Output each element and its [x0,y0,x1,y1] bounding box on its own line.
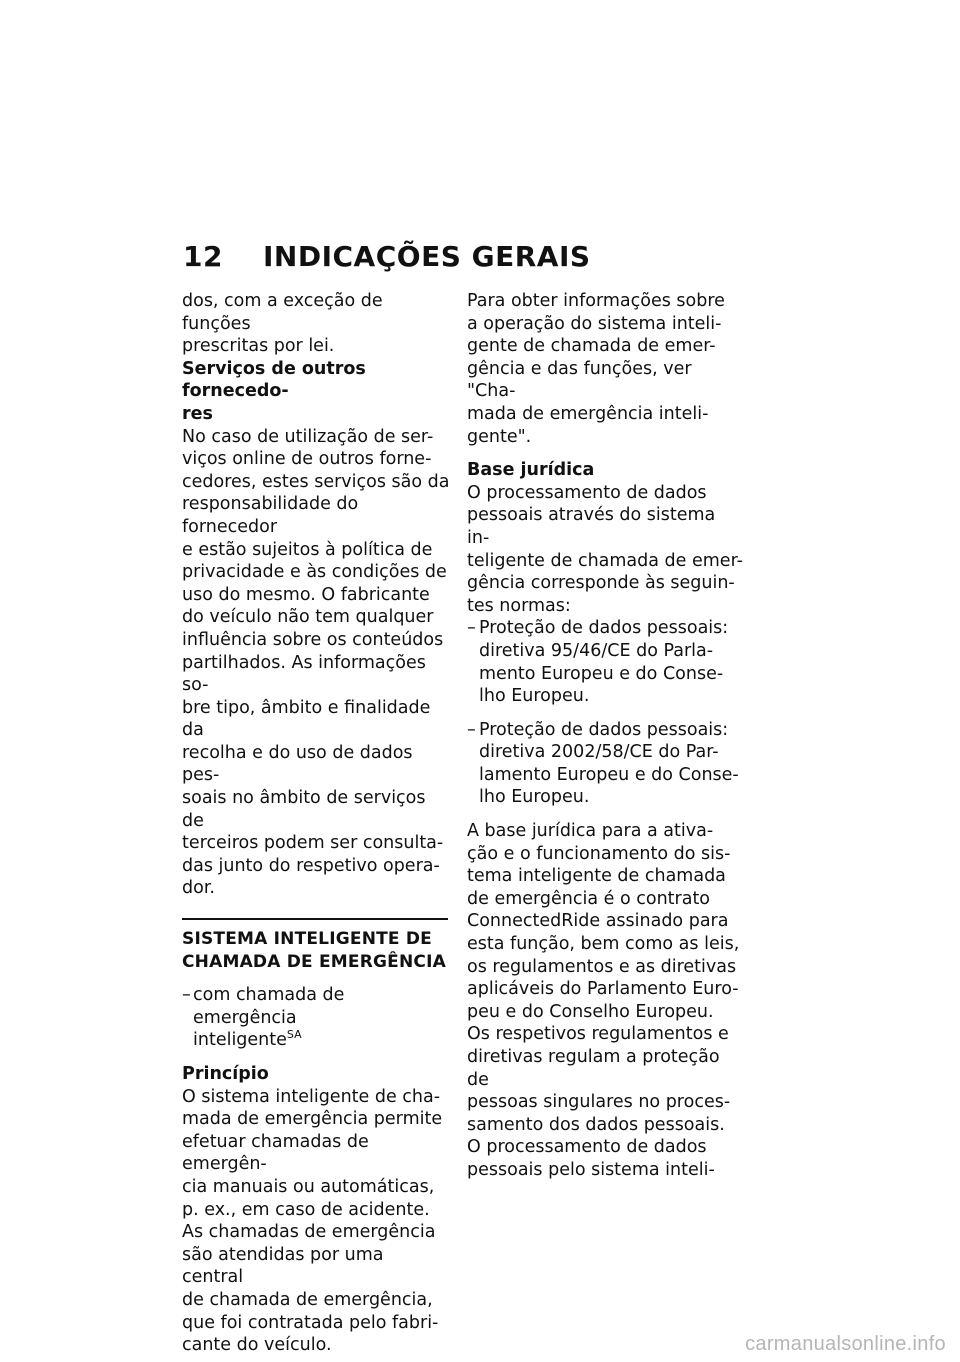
section-divider [182,918,448,920]
heading-principle: Princípio [182,1064,269,1084]
site-watermark: carmanualsonline.info [745,1333,946,1355]
emergency-center-paragraph: As chamadas de emergência são atendidas por uma central de chamada de emergência, que foi contratada pelo fabri- cante do veículo. [182,1222,439,1356]
principle-paragraph: O sistema inteligente de cha- mada de emergência permite efetuar chamadas de emergên- cia manuais ou automáticas, p. ex., em caso de acidente. [182,1086,443,1220]
directive-bullet-2: – Proteção de dados pessoais: diretiva 2002/58/CE do Par- lamento Europeu e do Conse- lho Europeu. [467,719,743,809]
left-column [182,290,450,1357]
processing-paragraph: O processamento de dados pessoais pelo sistema inteli- [467,1137,715,1180]
equipment-bullet-text: com chamada de emergência inteligente [193,985,345,1051]
regulations-paragraph: Os respetivos regulamentos e diretivas regulam a proteção de pessoas singulares no proces- samento dos dados pessoais. [467,1024,731,1135]
info-paragraph: Para obter informações sobre a operação do sistema inteli- gente de chamada de emer- gência e das funções, ver "Cha- mada de emergência inteli- gente". [467,291,725,447]
third-party-paragraph: No caso de utilização de ser- viços online de outros forne- cedores, estes serviços são da responsabilidade do fornecedor e estão sujeitos à política de privacidade e às condições de uso do mesmo. O fabricante do veículo não tem qualquer influência sobre os conteúdos partilhados. As informações so- bre tipo, âmbito e finalidade da recolha e do uso de dados pes- soais no âmbito de serviços de terceiros podem ser consulta- das junto do respetivo opera- dor. [182,426,450,899]
page-header [183,240,591,273]
section-title: SISTEMA INTELIGENTE DE CHAMADA DE EMERGÊNCIA [182,929,446,972]
legal-paragraph: O processamento de dados pessoais através do sistema in- teligente de chamada de emer- gência corresponde às seguin- tes normas: [467,482,743,616]
legal-basis-paragraph: A base jurídica para a ativa- ção e o funcionamento do sis- tema inteligente de chamada de emergência é o contrato ConnectedRide assinado para esta função, bem como as leis, os regulamentos e as diretivas aplicáveis do Parlamento Euro- peu e do Conselho Europeu. [467,821,740,1022]
page-number: 12 [183,240,223,273]
heading-legal-basis: Base jurídica [467,460,595,481]
intro-paragraph: dos, com a exceção de funções prescritas por lei. [182,291,383,357]
equipment-bullet [182,984,450,1052]
special-equipment-badge: SA [286,1028,302,1042]
heading-third-party-services: Serviços de outros fornecedo- res [182,358,366,424]
directive-bullet-1: – Proteção de dados pessoais: diretiva 95/46/CE do Parla- mento Europeu e do Conse- lho Europeu. [467,617,743,707]
chapter-title: INDICAÇÕES GERAIS [263,240,591,273]
right-column [467,290,743,1182]
